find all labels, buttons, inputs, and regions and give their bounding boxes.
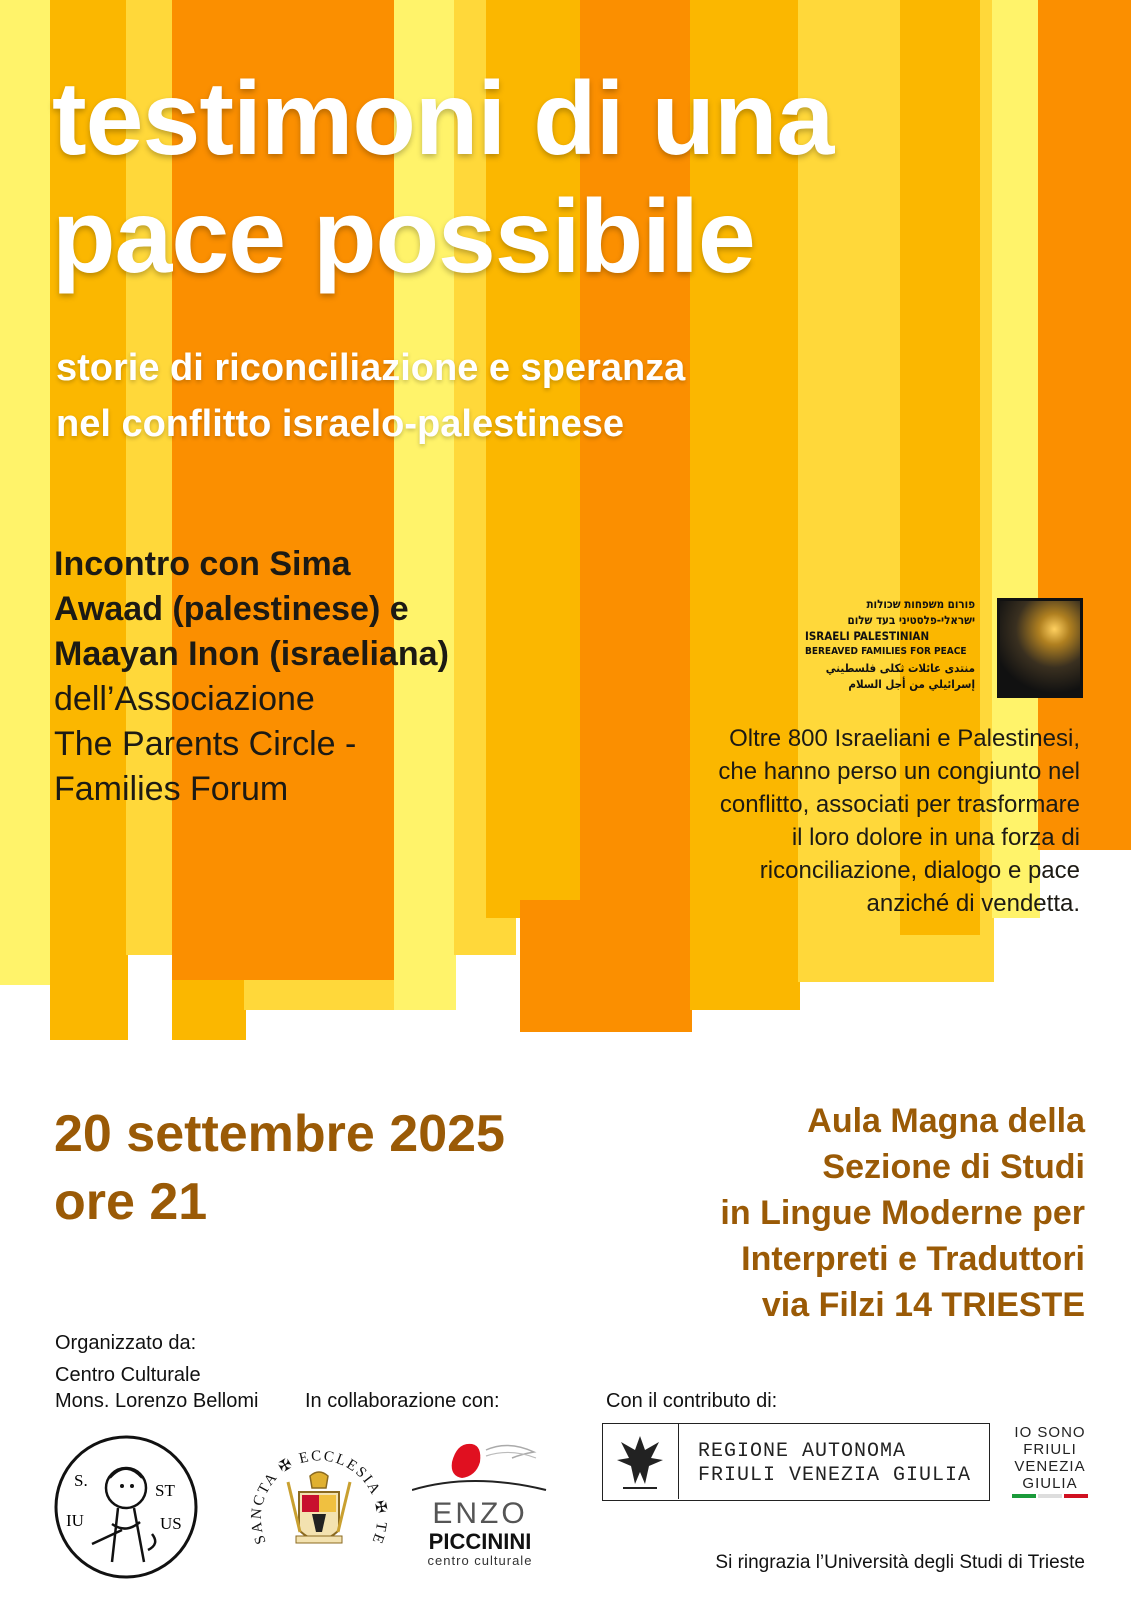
- piccinini-name: PICCININI: [428, 1529, 532, 1554]
- stripe: [244, 980, 266, 1010]
- description-line: Oltre 800 Israeliani e Palestinesi,: [729, 725, 1080, 752]
- seal-letter: ST: [155, 1481, 175, 1500]
- meeting-line-bold: Maayan Inon (israeliana): [54, 635, 449, 673]
- forum-arabic-line: منتدى عائلات ثكلى فلسطيني: [825, 661, 975, 675]
- forum-english-line: ISRAELI PALESTINIAN: [805, 629, 930, 643]
- region-name-line: FRIULI VENEZIA GIULIA: [698, 1464, 972, 1487]
- subtitle-line: nel conflitto israelo-palestinese: [56, 403, 625, 445]
- contribution-label: Con il contributo di:: [606, 1390, 778, 1412]
- eagle-icon: [603, 1424, 679, 1499]
- thanks-note: Si ringrazia l’Università degli Studi di Trieste: [715, 1552, 1085, 1573]
- meeting-line-bold: Awaad (palestinese) e: [54, 590, 409, 628]
- organizer-name-line: Mons. Lorenzo Bellomi: [55, 1390, 259, 1412]
- balloon-icon: [412, 1432, 548, 1492]
- io-sono-fvg-logo: [1008, 1424, 1092, 1502]
- stripe: [0, 0, 52, 985]
- meeting-line: dell’Associazione: [54, 680, 315, 718]
- description-line: riconciliazione, dialogo e pace: [759, 857, 1080, 884]
- organizer-name-line: Centro Culturale: [55, 1364, 201, 1386]
- organizer-label: Organizzato da:: [55, 1332, 197, 1354]
- forum-emblem-icon: [997, 598, 1083, 698]
- meeting-line: Families Forum: [54, 770, 289, 808]
- diocese-ring-text: SANCTA ✠ ECCLESIA ✠ TE: [248, 1448, 390, 1548]
- location-line: via Filzi 14 TRIESTE: [761, 1286, 1085, 1324]
- forum-arabic-line: إسرائيلي من أجل السلام: [848, 677, 975, 691]
- seal-letter: US: [160, 1514, 182, 1533]
- forum-hebrew-line: פורום משפחות שכולות: [866, 597, 975, 611]
- bereaved-families-forum-logo: [805, 596, 1083, 700]
- region-name-line: REGIONE AUTONOMA: [698, 1440, 907, 1463]
- enzo-piccinini-logo: [412, 1432, 548, 1582]
- forum-hebrew-line: ישראלי-פלסטיני בעד שלום: [847, 613, 975, 627]
- forum-logo-text: [805, 596, 975, 692]
- description-line: il loro dolore in una forza di: [791, 824, 1080, 851]
- fvg-line: FRIULI: [1023, 1441, 1077, 1458]
- seal-letter: S.: [74, 1471, 88, 1490]
- fvg-line: IO SONO: [1014, 1424, 1086, 1441]
- regione-fvg-logo: [602, 1423, 990, 1501]
- location-line: in Lingue Moderne per: [720, 1194, 1085, 1232]
- time-line: ore 21: [54, 1173, 208, 1231]
- organizer-name: [55, 1362, 258, 1414]
- description-line: che hanno perso un congiunto nel: [718, 758, 1080, 785]
- location-line: Sezione di Studi: [822, 1148, 1085, 1186]
- subtitle-line: storie di riconciliazione e speranza: [56, 347, 686, 389]
- poster-subtitle: [56, 340, 956, 452]
- enzo-name: ENZO: [432, 1497, 528, 1530]
- meeting-line-bold: Incontro con Sima: [54, 545, 351, 583]
- event-date: [54, 1100, 614, 1236]
- meeting-line: The Parents Circle -: [54, 725, 357, 763]
- date-line: 20 settembre 2025: [54, 1105, 505, 1163]
- location-line: Aula Magna della: [807, 1102, 1085, 1140]
- italian-flag-bar-icon: [1008, 1494, 1092, 1502]
- seal-letter: IU: [66, 1511, 84, 1530]
- fvg-line: GIULIA: [1022, 1475, 1078, 1492]
- meeting-details: [54, 542, 574, 812]
- location-line: Interpreti e Traduttori: [741, 1240, 1085, 1278]
- region-name: [698, 1440, 971, 1488]
- event-location: [620, 1098, 1085, 1328]
- fvg-line: VENEZIA: [1014, 1458, 1086, 1475]
- centro-culturale-seal-logo: [52, 1434, 200, 1580]
- poster-title: [52, 60, 1052, 296]
- description-line: anziché di vendetta.: [866, 890, 1080, 917]
- forum-english-line: BEREAVED FAMILIES FOR PEACE: [805, 646, 967, 657]
- title-line: testimoni di una: [52, 61, 834, 177]
- diocese-trieste-logo: [244, 1432, 394, 1584]
- description-line: conflitto, associati per trasformare: [719, 791, 1080, 818]
- seal-icon: [52, 1434, 200, 1580]
- centro-culturale-caption: centro culturale: [427, 1553, 533, 1568]
- association-description: [640, 722, 1080, 920]
- title-line: pace possibile: [52, 179, 755, 295]
- diocese-coat-of-arms-icon: [244, 1432, 394, 1584]
- collaboration-label: In collaborazione con:: [305, 1390, 500, 1412]
